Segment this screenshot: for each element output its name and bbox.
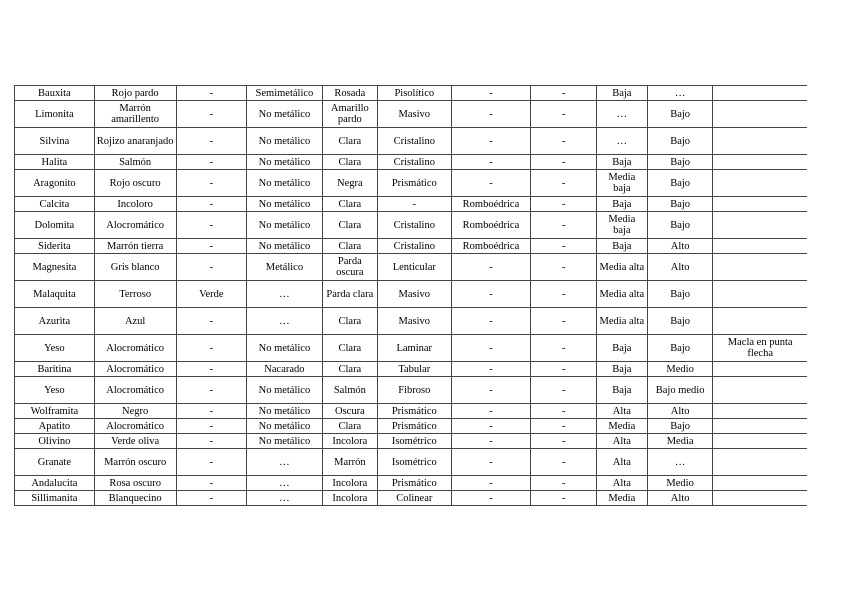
table-cell: Macla en punta flecha bbox=[713, 335, 807, 362]
table-cell: Andalucita bbox=[15, 476, 95, 491]
table-cell: - bbox=[531, 308, 596, 335]
table-cell: No metálico bbox=[247, 155, 323, 170]
table-cell: - bbox=[451, 335, 531, 362]
table-cell: Clara bbox=[322, 362, 377, 377]
table-cell: Baja bbox=[596, 155, 647, 170]
table-row bbox=[15, 308, 808, 335]
table-cell bbox=[713, 212, 807, 239]
table-cell: - bbox=[176, 155, 247, 170]
table-cell: Alto bbox=[647, 491, 712, 506]
table-cell: Parda clara bbox=[322, 281, 377, 308]
table-cell: Bajo bbox=[647, 128, 712, 155]
table-cell: Prismático bbox=[377, 170, 451, 197]
table-cell: Romboédrica bbox=[451, 212, 531, 239]
table-cell: Dolomita bbox=[15, 212, 95, 239]
table-cell: Media alta bbox=[596, 281, 647, 308]
table-cell: Rojizo anaranjado bbox=[94, 128, 176, 155]
table-cell: - bbox=[531, 491, 596, 506]
table-cell: Medio bbox=[647, 362, 712, 377]
table-cell: Alta bbox=[596, 476, 647, 491]
table-cell: - bbox=[531, 239, 596, 254]
table-cell: - bbox=[451, 155, 531, 170]
table-cell: Salmón bbox=[322, 377, 377, 404]
table-cell: Fibroso bbox=[377, 377, 451, 404]
table-cell: - bbox=[531, 449, 596, 476]
table-cell: Bauxita bbox=[15, 86, 95, 101]
table-cell: Verde bbox=[176, 281, 247, 308]
table-cell: - bbox=[176, 239, 247, 254]
table-cell bbox=[713, 101, 807, 128]
table-cell: No metálico bbox=[247, 128, 323, 155]
table-cell: - bbox=[176, 86, 247, 101]
table-row bbox=[15, 101, 808, 128]
table-cell: - bbox=[451, 308, 531, 335]
minerals-table bbox=[14, 85, 807, 506]
table-cell bbox=[713, 434, 807, 449]
table-cell: Alta bbox=[596, 434, 647, 449]
table-cell: Clara bbox=[322, 128, 377, 155]
table-cell: Rosada bbox=[322, 86, 377, 101]
table-cell bbox=[713, 254, 807, 281]
table-cell: - bbox=[176, 128, 247, 155]
table-cell: Clara bbox=[322, 308, 377, 335]
table-cell: - bbox=[176, 377, 247, 404]
table-cell: Alto bbox=[647, 254, 712, 281]
table-cell: Baja bbox=[596, 197, 647, 212]
table-row bbox=[15, 419, 808, 434]
table-row bbox=[15, 128, 808, 155]
table-row bbox=[15, 86, 808, 101]
table-cell: - bbox=[531, 155, 596, 170]
table-cell: - bbox=[176, 197, 247, 212]
table-cell bbox=[713, 476, 807, 491]
table-cell: - bbox=[176, 335, 247, 362]
table-cell: No metálico bbox=[247, 419, 323, 434]
table-cell: - bbox=[451, 419, 531, 434]
table-cell: Alto bbox=[647, 404, 712, 419]
table-row bbox=[15, 449, 808, 476]
table-row bbox=[15, 377, 808, 404]
table-cell bbox=[713, 281, 807, 308]
table-cell: Baritina bbox=[15, 362, 95, 377]
table-cell bbox=[713, 239, 807, 254]
table-cell: Media bbox=[647, 434, 712, 449]
table-cell: - bbox=[451, 434, 531, 449]
table-cell bbox=[713, 197, 807, 212]
table-cell: - bbox=[451, 476, 531, 491]
table-cell: Limonita bbox=[15, 101, 95, 128]
table-cell: … bbox=[596, 101, 647, 128]
table-cell: Magnesita bbox=[15, 254, 95, 281]
table-cell: - bbox=[531, 254, 596, 281]
table-cell: - bbox=[531, 335, 596, 362]
table-cell: Media alta bbox=[596, 254, 647, 281]
table-cell: Alocromático bbox=[94, 212, 176, 239]
table-cell: Baja bbox=[596, 86, 647, 101]
table-cell: Bajo bbox=[647, 281, 712, 308]
table-cell: - bbox=[531, 362, 596, 377]
table-cell: Azul bbox=[94, 308, 176, 335]
table-cell: Bajo bbox=[647, 101, 712, 128]
table-cell: Metálico bbox=[247, 254, 323, 281]
table-cell: No metálico bbox=[247, 197, 323, 212]
table-cell: Terroso bbox=[94, 281, 176, 308]
table-cell: Tabular bbox=[377, 362, 451, 377]
table-cell: - bbox=[531, 170, 596, 197]
table-cell: … bbox=[647, 86, 712, 101]
table-cell bbox=[713, 404, 807, 419]
table-cell: - bbox=[531, 212, 596, 239]
table-cell: - bbox=[531, 419, 596, 434]
table-cell bbox=[713, 362, 807, 377]
table-cell: Masivo bbox=[377, 308, 451, 335]
table-cell: - bbox=[176, 434, 247, 449]
table-cell: - bbox=[451, 404, 531, 419]
table-row bbox=[15, 155, 808, 170]
table-cell: Media alta bbox=[596, 308, 647, 335]
table-cell: Bajo bbox=[647, 335, 712, 362]
table-cell bbox=[713, 449, 807, 476]
table-cell: Prismático bbox=[377, 419, 451, 434]
table-cell: Calcita bbox=[15, 197, 95, 212]
table-cell bbox=[713, 155, 807, 170]
table-cell: Bajo bbox=[647, 197, 712, 212]
table-cell: Bajo bbox=[647, 155, 712, 170]
table-cell: Media baja bbox=[596, 212, 647, 239]
table-cell: - bbox=[451, 377, 531, 404]
table-cell: No metálico bbox=[247, 239, 323, 254]
table-cell: - bbox=[176, 212, 247, 239]
table-cell: Halita bbox=[15, 155, 95, 170]
table-cell: - bbox=[451, 254, 531, 281]
table-row bbox=[15, 212, 808, 239]
table-cell: … bbox=[647, 449, 712, 476]
table-cell: Bajo bbox=[647, 308, 712, 335]
table-cell: Cristalino bbox=[377, 128, 451, 155]
table-cell: - bbox=[451, 101, 531, 128]
table-cell: Masivo bbox=[377, 281, 451, 308]
table-cell: Blanquecino bbox=[94, 491, 176, 506]
table-cell: Baja bbox=[596, 377, 647, 404]
table-cell: - bbox=[176, 308, 247, 335]
table-cell: … bbox=[247, 491, 323, 506]
table-cell: - bbox=[377, 197, 451, 212]
table-cell bbox=[713, 170, 807, 197]
table-cell: Parda oscura bbox=[322, 254, 377, 281]
table-cell: Bajo bbox=[647, 170, 712, 197]
table-cell: - bbox=[451, 86, 531, 101]
table-cell: Malaquita bbox=[15, 281, 95, 308]
table-cell: - bbox=[176, 404, 247, 419]
table-cell: Romboédrica bbox=[451, 239, 531, 254]
table-cell: - bbox=[451, 170, 531, 197]
table-cell: - bbox=[176, 476, 247, 491]
table-cell: Granate bbox=[15, 449, 95, 476]
table-cell: Rojo oscuro bbox=[94, 170, 176, 197]
table-cell: Incolora bbox=[322, 434, 377, 449]
table-cell: No metálico bbox=[247, 377, 323, 404]
table-cell: Alta bbox=[596, 404, 647, 419]
table-cell bbox=[713, 377, 807, 404]
table-cell: Alta bbox=[596, 449, 647, 476]
table-cell: Clara bbox=[322, 239, 377, 254]
table-cell bbox=[713, 491, 807, 506]
table-cell: Masivo bbox=[377, 101, 451, 128]
table-cell: - bbox=[176, 101, 247, 128]
table-cell: Media bbox=[596, 491, 647, 506]
table-cell: - bbox=[451, 362, 531, 377]
table-cell bbox=[713, 128, 807, 155]
table-cell: Pisolítico bbox=[377, 86, 451, 101]
table-cell: - bbox=[176, 362, 247, 377]
table-cell: Clara bbox=[322, 212, 377, 239]
table-cell: Medio bbox=[647, 476, 712, 491]
table-cell: Media bbox=[596, 419, 647, 434]
table-row bbox=[15, 197, 808, 212]
table-cell: Marrón oscuro bbox=[94, 449, 176, 476]
table-cell bbox=[713, 308, 807, 335]
table-cell: Amarillo pardo bbox=[322, 101, 377, 128]
table-cell: … bbox=[247, 281, 323, 308]
table-cell: - bbox=[531, 128, 596, 155]
table-cell: Marrón bbox=[322, 449, 377, 476]
table-cell: Bajo bbox=[647, 419, 712, 434]
table-cell: Prismático bbox=[377, 404, 451, 419]
table-cell: Alocromático bbox=[94, 377, 176, 404]
table-cell: Negro bbox=[94, 404, 176, 419]
table-cell: - bbox=[531, 404, 596, 419]
table-cell: Verde oliva bbox=[94, 434, 176, 449]
table-cell: Clara bbox=[322, 419, 377, 434]
table-cell: Incoloro bbox=[94, 197, 176, 212]
table-cell: Siderita bbox=[15, 239, 95, 254]
table-row bbox=[15, 362, 808, 377]
table-row bbox=[15, 434, 808, 449]
table-cell: - bbox=[531, 101, 596, 128]
table-cell: Cristalino bbox=[377, 212, 451, 239]
minerals-table-body bbox=[15, 86, 808, 506]
table-cell: Alto bbox=[647, 239, 712, 254]
table-cell: Rosa oscuro bbox=[94, 476, 176, 491]
table-cell: Wolframita bbox=[15, 404, 95, 419]
table-cell bbox=[713, 419, 807, 434]
table-cell: - bbox=[451, 281, 531, 308]
table-row bbox=[15, 239, 808, 254]
table-cell: No metálico bbox=[247, 434, 323, 449]
table-row bbox=[15, 170, 808, 197]
table-cell: Incolora bbox=[322, 476, 377, 491]
table-cell: Gris blanco bbox=[94, 254, 176, 281]
table-cell: Incolora bbox=[322, 491, 377, 506]
table-cell: … bbox=[247, 449, 323, 476]
table-cell bbox=[713, 86, 807, 101]
table-cell: Isométrico bbox=[377, 434, 451, 449]
table-row bbox=[15, 476, 808, 491]
table-cell: Cristalino bbox=[377, 155, 451, 170]
table-row bbox=[15, 281, 808, 308]
table-cell: - bbox=[176, 254, 247, 281]
table-cell: - bbox=[451, 449, 531, 476]
table-cell: Baja bbox=[596, 362, 647, 377]
table-cell: Baja bbox=[596, 335, 647, 362]
table-cell: Rojo pardo bbox=[94, 86, 176, 101]
table-cell: - bbox=[176, 491, 247, 506]
table-cell: Clara bbox=[322, 155, 377, 170]
table-cell: - bbox=[451, 491, 531, 506]
table-cell: Bajo bbox=[647, 212, 712, 239]
table-cell: Clara bbox=[322, 335, 377, 362]
table-cell: Prismático bbox=[377, 476, 451, 491]
table-cell: Semimetálico bbox=[247, 86, 323, 101]
table-cell: Colinear bbox=[377, 491, 451, 506]
table-cell: Alocromático bbox=[94, 362, 176, 377]
table-cell: Clara bbox=[322, 197, 377, 212]
table-cell: No metálico bbox=[247, 335, 323, 362]
table-cell: - bbox=[531, 434, 596, 449]
table-row bbox=[15, 491, 808, 506]
table-cell: Nacarado bbox=[247, 362, 323, 377]
table-cell: - bbox=[531, 476, 596, 491]
table-cell: Alocromático bbox=[94, 335, 176, 362]
table-cell: Oscura bbox=[322, 404, 377, 419]
table-cell: … bbox=[247, 308, 323, 335]
table-cell: Sillimanita bbox=[15, 491, 95, 506]
table-cell: Azurita bbox=[15, 308, 95, 335]
table-cell: - bbox=[176, 419, 247, 434]
table-cell: - bbox=[176, 449, 247, 476]
table-cell: - bbox=[531, 86, 596, 101]
table-cell: - bbox=[531, 377, 596, 404]
table-cell: Cristalino bbox=[377, 239, 451, 254]
table-cell: - bbox=[531, 197, 596, 212]
table-cell: No metálico bbox=[247, 404, 323, 419]
table-row bbox=[15, 404, 808, 419]
table-row bbox=[15, 335, 808, 362]
table-cell: Romboédrica bbox=[451, 197, 531, 212]
table-cell: Marrón tierra bbox=[94, 239, 176, 254]
table-cell: - bbox=[451, 128, 531, 155]
table-cell: Apatito bbox=[15, 419, 95, 434]
table-cell: … bbox=[247, 476, 323, 491]
table-cell: Negra bbox=[322, 170, 377, 197]
table-cell: Baja bbox=[596, 239, 647, 254]
table-cell: Salmón bbox=[94, 155, 176, 170]
table-cell: Aragonito bbox=[15, 170, 95, 197]
table-cell: Bajo medio bbox=[647, 377, 712, 404]
table-cell: Alocromático bbox=[94, 419, 176, 434]
table-cell: Isométrico bbox=[377, 449, 451, 476]
table-row bbox=[15, 254, 808, 281]
table-cell: - bbox=[176, 170, 247, 197]
table-cell: Yeso bbox=[15, 335, 95, 362]
table-cell: Olivino bbox=[15, 434, 95, 449]
table-cell: Yeso bbox=[15, 377, 95, 404]
table-cell: … bbox=[596, 128, 647, 155]
table-cell: No metálico bbox=[247, 170, 323, 197]
table-cell: Marrón amarillento bbox=[94, 101, 176, 128]
table-cell: Media baja bbox=[596, 170, 647, 197]
table-cell: - bbox=[531, 281, 596, 308]
table-cell: No metálico bbox=[247, 212, 323, 239]
table-cell: No metálico bbox=[247, 101, 323, 128]
table-cell: Silvina bbox=[15, 128, 95, 155]
table-cell: Lenticular bbox=[377, 254, 451, 281]
table-cell: Laminar bbox=[377, 335, 451, 362]
